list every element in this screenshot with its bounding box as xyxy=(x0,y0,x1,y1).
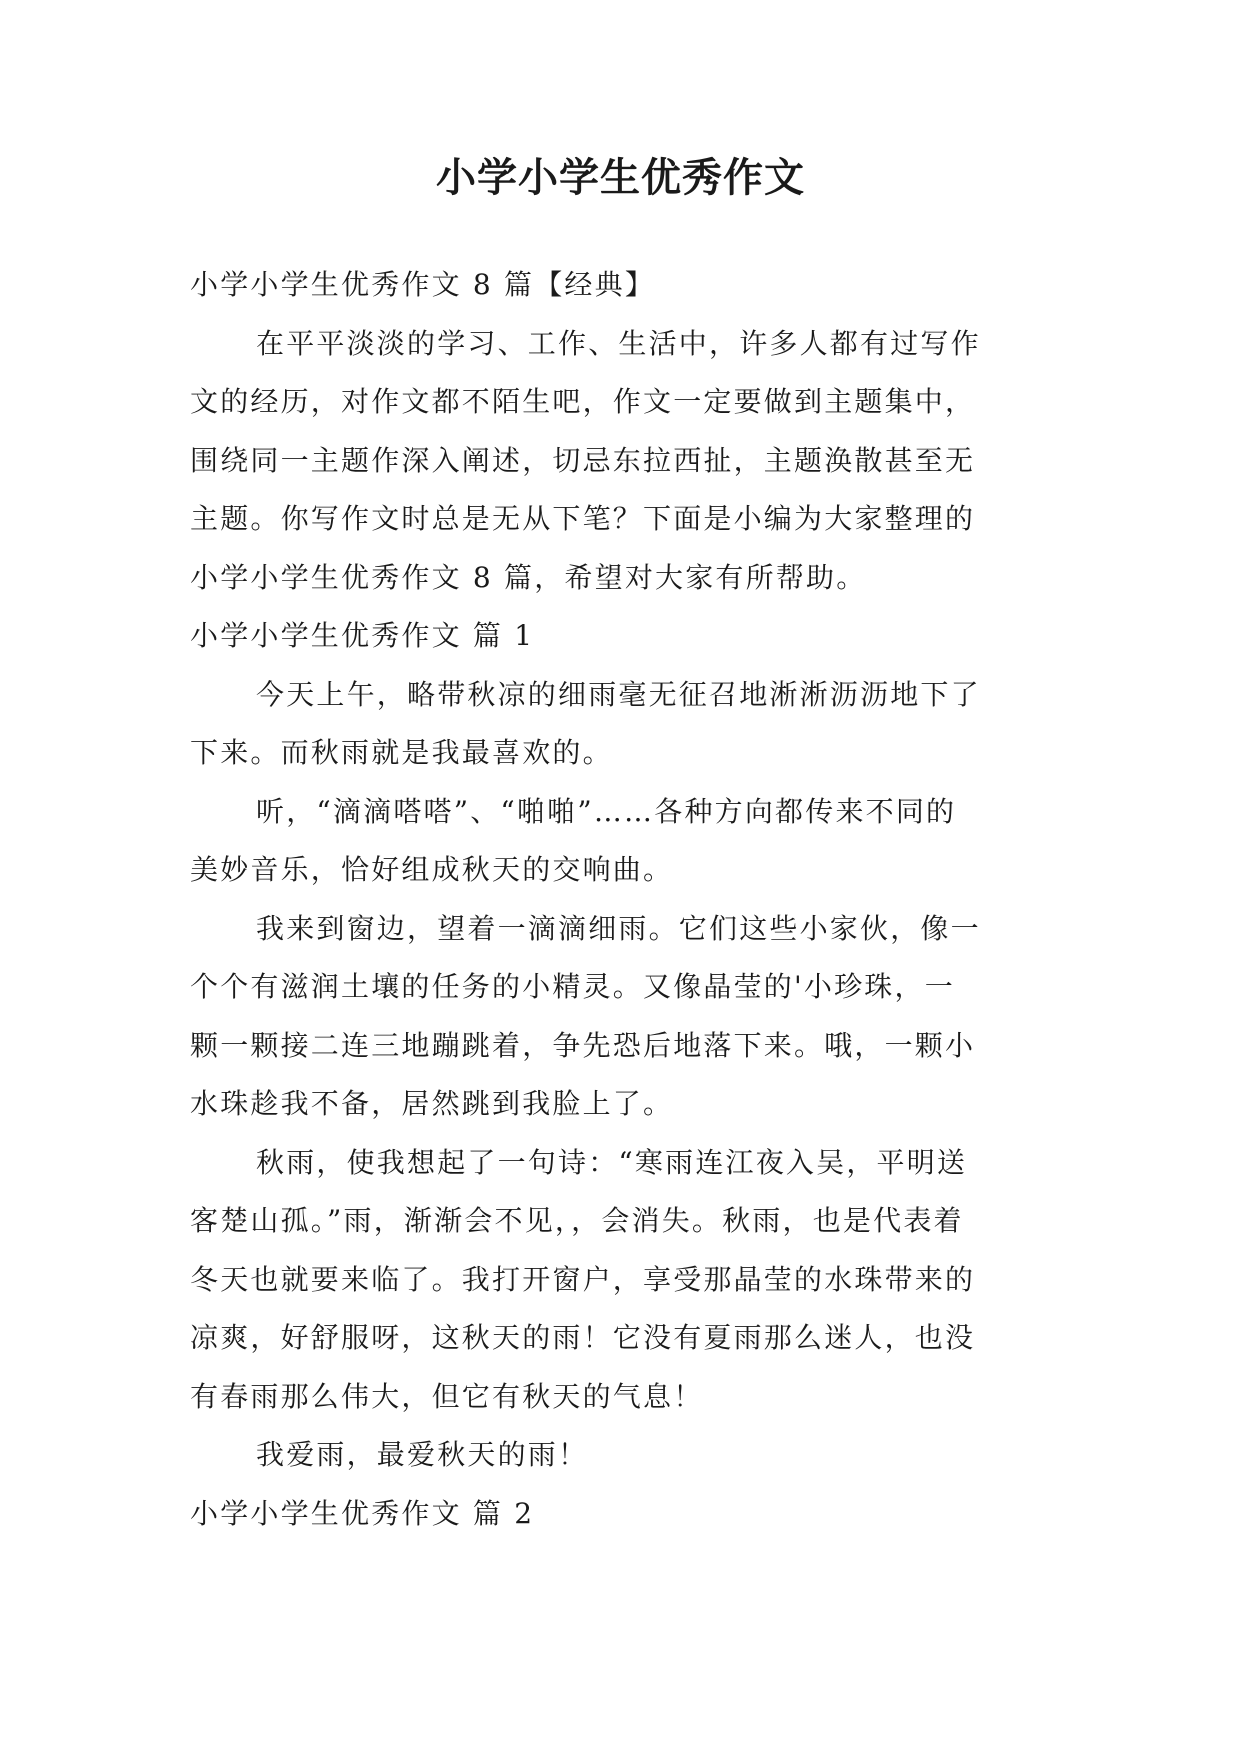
paragraph-line: 水珠趁我不备，居然跳到我脸上了。 xyxy=(190,1087,674,1120)
document-title: 小学小学生优秀作文 xyxy=(436,154,805,201)
paragraph-line: 秋雨，使我想起了一句诗：“寒雨连江夜入吴，平明送 xyxy=(256,1145,968,1179)
paragraph-line: 围绕同一主题作深入阐述，切忌东拉西扯，主题涣散甚至无 xyxy=(190,443,976,477)
paragraph-line: 今天上午，略带秋凉的细雨毫无征召地淅淅沥沥地下了 xyxy=(256,677,981,711)
paragraph-line: 客楚山孤。”雨，渐渐会不见，，会消失。秋雨，也是代表着 xyxy=(190,1204,964,1237)
paragraph-line: 个个有滋润土壤的任务的小精灵。又像晶莹的'小珍珠，一 xyxy=(190,970,955,1003)
section-heading: 小学小学生优秀作文 篇 2 xyxy=(190,1496,535,1530)
paragraph-line: 主题。你写作文时总是无从下笔？下面是小编为大家整理的 xyxy=(190,502,976,535)
paragraph-line: 冬天也就要来临了。我打开窗户，享受那晶莹的水珠带来的 xyxy=(190,1262,976,1296)
document-body xyxy=(190,256,1070,1543)
paragraph-line: 我爱雨，最爱秋天的雨！ xyxy=(256,1438,589,1471)
paragraph-line: 小学小学生优秀作文 8 篇，希望对大家有所帮助。 xyxy=(190,560,867,594)
paragraph-line: 美妙音乐，恰好组成秋天的交响曲。 xyxy=(190,853,674,886)
paragraph-line: 在平平淡淡的学习、工作、生活中，许多人都有过写作 xyxy=(256,326,981,360)
paragraph-line: 我来到窗边，望着一滴滴细雨。它们这些小家伙，像一 xyxy=(256,911,981,945)
section-heading: 小学小学生优秀作文 篇 1 xyxy=(190,619,535,652)
subtitle-line: 小学小学生优秀作文 8 篇【经典】 xyxy=(190,268,656,301)
paragraph-line: 颗一颗接二连三地蹦跳着，争先恐后地落下来。哦，一颗小 xyxy=(190,1028,976,1062)
paragraph-line: 文的经历，对作文都不陌生吧，作文一定要做到主题集中， xyxy=(190,385,976,418)
paragraph-line: 听，“滴滴嗒嗒”、“啪啪”……各种方向都传来不同的 xyxy=(256,794,957,828)
paragraph-line: 凉爽，好舒服呀，这秋天的雨！它没有夏雨那么迷人，也没 xyxy=(190,1321,976,1354)
paragraph-line: 有春雨那么伟大，但它有秋天的气息！ xyxy=(190,1379,704,1413)
paragraph-line: 下来。而秋雨就是我最喜欢的。 xyxy=(190,736,613,769)
